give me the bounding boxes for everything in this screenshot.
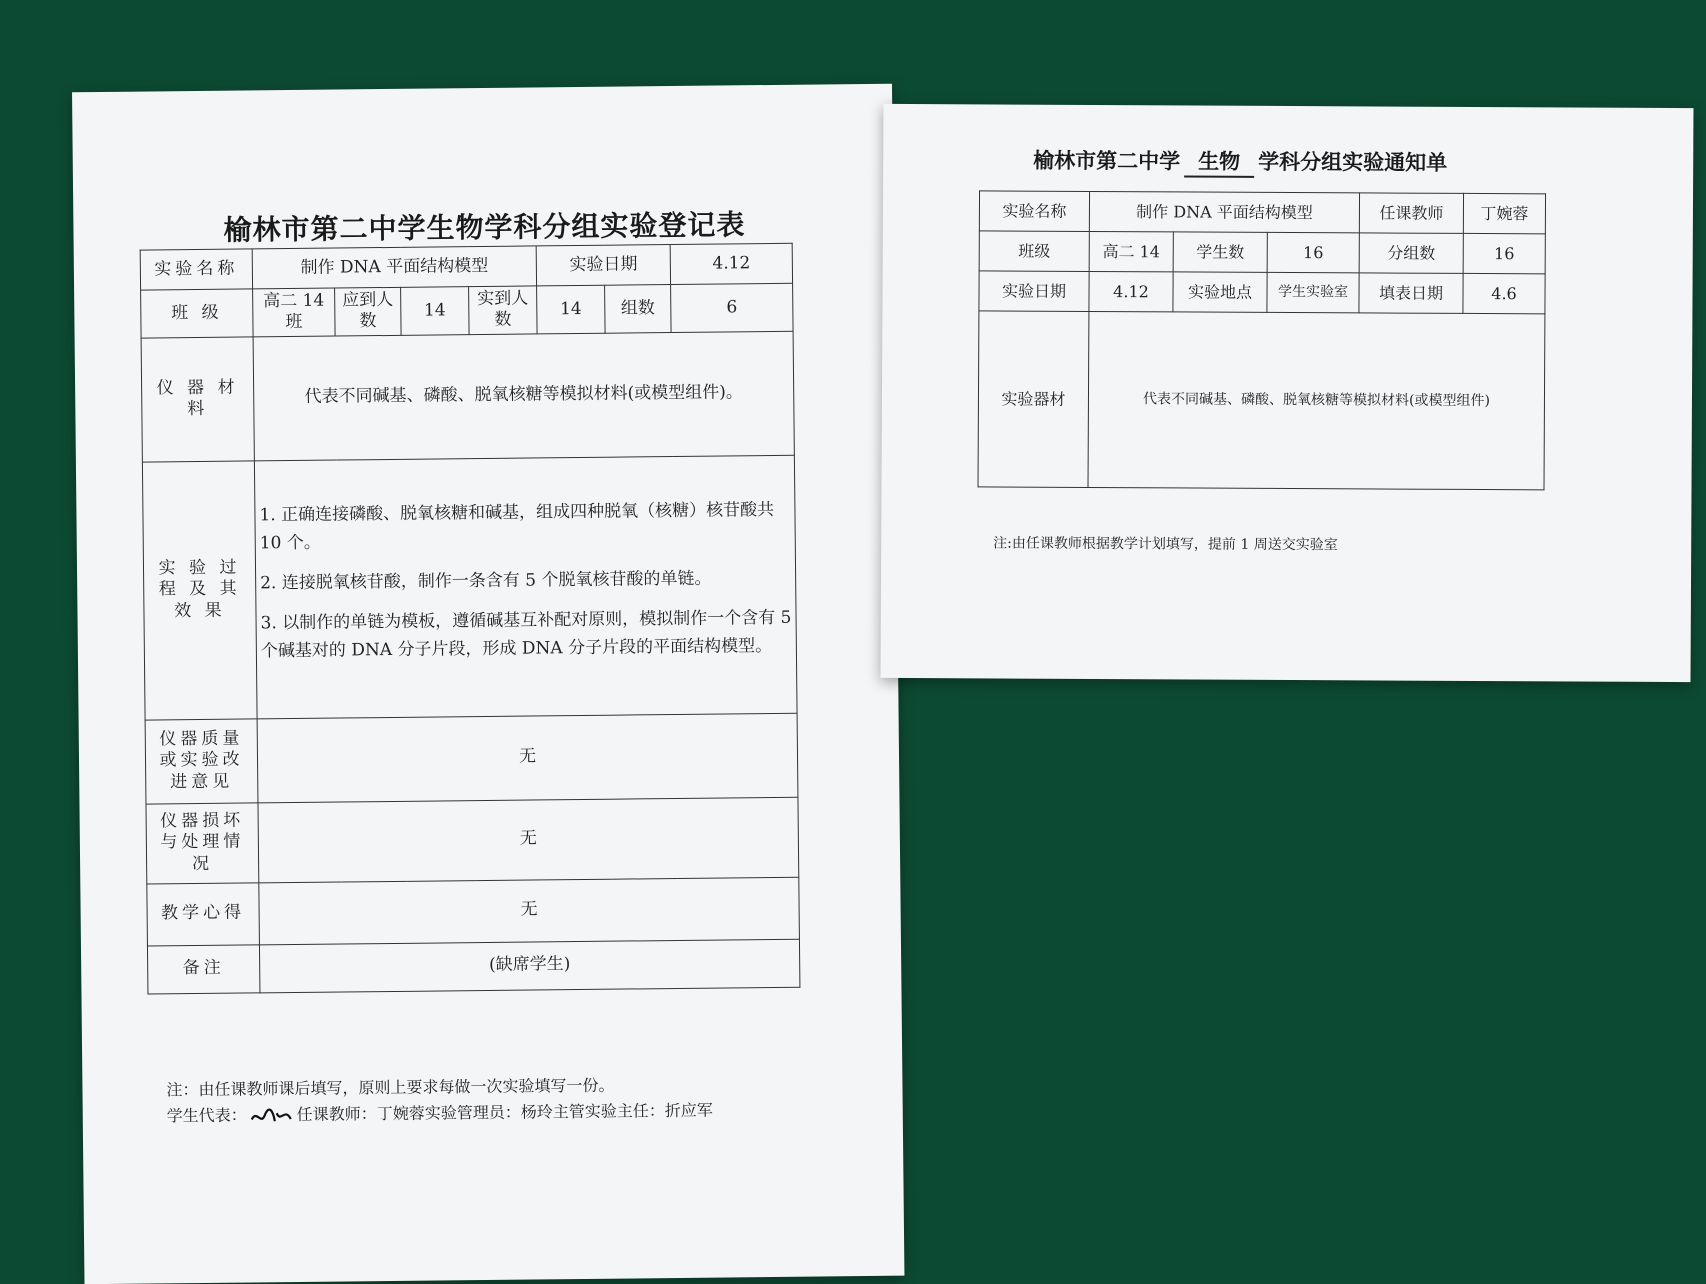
registration-table: [140, 243, 801, 994]
value-student-count: 16: [1267, 232, 1359, 272]
value-location: 学生实验室: [1267, 272, 1359, 312]
teacher-name: 丁婉蓉: [376, 1103, 425, 1124]
value-experiment-name: 制作 DNA 平面结构模型: [1089, 191, 1359, 232]
process-step-2: 2. 连接脱氧核苷酸，制作一条含有 5 个脱氧核苷酸的单链。: [260, 568, 712, 594]
notification-form-sheet: [881, 104, 1694, 682]
label-remarks: 备注: [147, 944, 259, 993]
title-suffix: 学科分组实验通知单: [1258, 148, 1448, 175]
label-process: 实 验 过 程 及 其 效 果: [142, 460, 257, 719]
value-teacher: 丁婉蓉: [1463, 193, 1545, 233]
student-rep-signature: [249, 1105, 295, 1127]
registration-note: 注：由任课教师课后填写，原则上要求每做一次实验填写一份。: [166, 1075, 615, 1100]
director-name: 折应军: [664, 1100, 713, 1121]
registration-form-title: 榆林市第二中学生物学科分组实验登记表: [223, 208, 746, 247]
student-rep-label: 学生代表：: [166, 1105, 247, 1126]
label-class: 班 级: [141, 289, 253, 338]
label-group-count: 组数: [605, 285, 671, 333]
notification-table: [978, 190, 1547, 490]
label-quality: 仪器质量或实验改进意见: [145, 718, 258, 803]
value-experiment-date: 4.12: [670, 243, 792, 284]
value-group-count: 6: [671, 283, 793, 332]
label-student-count: 学生数: [1173, 232, 1267, 272]
signature-line: [167, 1098, 713, 1128]
label-fill-date: 填表日期: [1359, 273, 1463, 314]
value-class: 高二 14: [1089, 231, 1173, 271]
label-teacher: 任课教师: [1359, 193, 1463, 234]
label-group-count: 分组数: [1359, 233, 1463, 274]
admin-name: 杨玲: [520, 1102, 553, 1122]
title-prefix: 榆林市第二中学: [1033, 147, 1181, 174]
notification-note: 注:由任课教师根据教学计划填写，提前 1 周送交实验室: [993, 535, 1338, 554]
registration-form-sheet: [72, 84, 904, 1284]
director-label: 主管实验主任：: [552, 1101, 665, 1122]
value-process: [254, 455, 797, 719]
value-experiment-name: 制作 DNA 平面结构模型: [252, 246, 536, 289]
value-class: 高二 14 班: [253, 288, 335, 336]
value-teaching: 无: [259, 877, 800, 945]
label-class: 班级: [979, 231, 1089, 272]
label-actual-count: 实到人数: [469, 286, 538, 334]
process-step-1: 1. 正确连接磷酸、脱氧核糖和碱基，组成四种脱氧（核糖）核苷酸共 10 个。: [259, 499, 775, 554]
label-expected-count: 应到人数: [335, 287, 401, 335]
label-experiment-name: 实验名称: [979, 191, 1089, 232]
value-fill-date: 4.6: [1463, 273, 1545, 313]
label-experiment-date: 实验日期: [536, 245, 670, 286]
label-location: 实验地点: [1173, 272, 1267, 312]
value-group-count: 16: [1463, 233, 1545, 273]
admin-label: 实验管理员：: [424, 1102, 521, 1123]
label-teaching: 教学心得: [147, 882, 260, 945]
value-quality: 无: [257, 713, 798, 803]
label-equipment: 仪 器 材 料: [141, 336, 254, 461]
label-experiment-name: 实验名称: [140, 249, 252, 290]
label-equipment: 实验器材: [978, 311, 1089, 488]
subject-field: 生物: [1184, 145, 1254, 177]
value-experiment-date: 4.12: [1089, 271, 1173, 311]
value-actual-count: 14: [537, 285, 605, 333]
value-remarks: (缺席学生): [259, 939, 800, 993]
value-equipment: 代表不同碱基、磷酸、脱氧核糖等模拟材料(或模型组件)。: [253, 331, 794, 461]
label-damage: 仪器损坏与处理情况: [146, 802, 259, 883]
label-experiment-date: 实验日期: [979, 271, 1089, 312]
notification-form-title: [1033, 145, 1447, 179]
value-damage: 无: [258, 797, 799, 883]
value-equipment: 代表不同碱基、磷酸、脱氧核糖等模拟材料(或模型组件): [1088, 311, 1545, 489]
value-expected-count: 14: [401, 287, 469, 335]
teacher-label: 任课教师：: [296, 1104, 377, 1124]
process-step-3: 3. 以制作的单链为模板，遵循碱基互补配对原则，模拟制作一个含有 5 个碱基对的 DNA 分子片段，形成 DNA 分子片段的平面结构模型。: [260, 607, 792, 662]
